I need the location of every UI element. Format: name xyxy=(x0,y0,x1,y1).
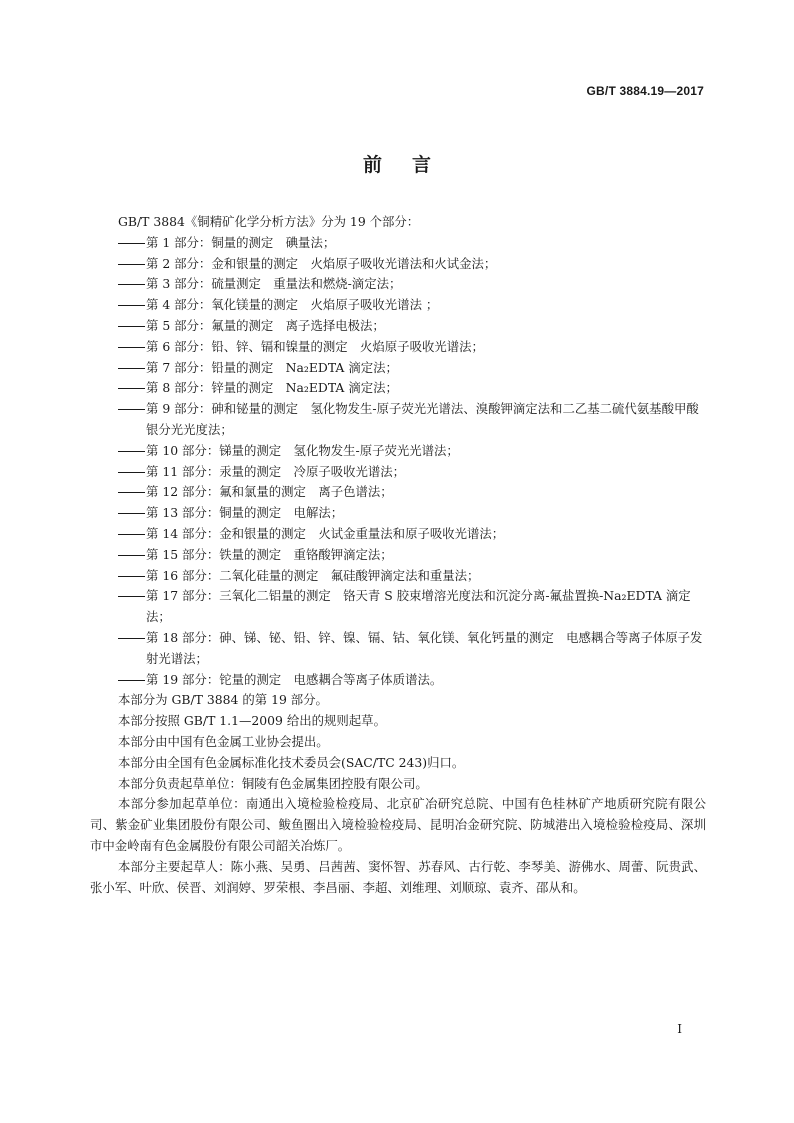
list-item: 第 13 部分：铜量的测定 电解法； xyxy=(90,503,706,524)
list-item: 第 6 部分：铅、锌、镉和镍量的测定 火焰原子吸收光谱法； xyxy=(90,337,706,358)
dash-mark xyxy=(118,243,145,244)
dash-mark xyxy=(118,368,145,369)
dash-mark xyxy=(118,513,145,514)
list-item: 第 14 部分：金和银量的测定 火试金重量法和原子吸收光谱法； xyxy=(90,524,706,545)
list-item: 第 15 部分：铁量的测定 重铬酸钾滴定法； xyxy=(90,545,706,566)
list-item: 第 8 部分：锌量的测定 Na₂EDTA 滴定法； xyxy=(90,378,706,399)
list-item: 第 12 部分：氟和氯量的测定 离子色谱法； xyxy=(90,482,706,503)
list-item: 第 7 部分：铅量的测定 Na₂EDTA 滴定法； xyxy=(90,358,706,379)
list-item: 第 10 部分：锑量的测定 氢化物发生-原子荧光光谱法； xyxy=(90,441,706,462)
list-item: 第 1 部分：铜量的测定 碘量法； xyxy=(90,233,706,254)
statement-proposer: 本部分由中国有色金属工业协会提出。 xyxy=(118,733,329,749)
dash-mark xyxy=(118,555,145,556)
dash-mark xyxy=(118,576,145,577)
intro-line: GB/T 3884《铜精矿化学分析方法》分为 19 个部分： xyxy=(118,214,420,229)
statement-lead-drafter: 本部分负责起草单位：铜陵有色金属集团控股有限公司。 xyxy=(118,775,428,791)
dash-mark xyxy=(118,264,145,265)
list-item: 第 4 部分：氧化镁量的测定 火焰原子吸收光谱法 ； xyxy=(90,295,706,316)
statement-committee: 本部分由全国有色金属标准化技术委员会(SAC/TC 243)归口。 xyxy=(118,754,465,770)
statements xyxy=(90,690,706,898)
dash-mark xyxy=(118,596,145,597)
list-item: 第 9 部分：砷和铋量的测定 氢化物发生-原子荧光光谱法、溴酸钾滴定法和二乙基二硫代氨基酸甲酸银分光光度法； xyxy=(90,399,706,441)
document-body xyxy=(90,212,706,898)
list-item: 第 5 部分：氟量的测定 离子选择电极法； xyxy=(90,316,706,337)
dash-mark xyxy=(118,326,145,327)
list-item: 第 2 部分：金和银量的测定 火焰原子吸收光谱法和火试金法； xyxy=(90,254,706,275)
page-number: I xyxy=(677,1022,682,1036)
dash-mark xyxy=(118,638,145,639)
list-item: 第 18 部分：砷、锑、铋、铅、锌、镍、镉、钴、氧化镁、氧化钙量的测定 电感耦合等离子体原子发射光谱法； xyxy=(90,628,706,670)
standard-number: GB/T 3884.19—2017 xyxy=(586,84,704,98)
dash-mark xyxy=(118,409,145,410)
list-item: 第 3 部分：硫量测定 重量法和燃烧-滴定法； xyxy=(90,274,706,295)
parts-list xyxy=(90,233,706,691)
dash-mark xyxy=(118,305,145,306)
list-item: 第 11 部分：汞量的测定 冷原子吸收光谱法； xyxy=(90,462,706,483)
list-item: 第 16 部分：二氧化硅量的测定 氟硅酸钾滴定法和重量法； xyxy=(90,566,706,587)
statement-participating-units: 本部分参加起草单位：南通出入境检验检疫局、北京矿冶研究总院、中国有色桂林矿产地质研究院有限公司、紫金矿业集团股份有限公司、鲅鱼圈出入境检验检疫局、昆明冶金研究院、防城港出入境检验检疫局、深圳市中金岭南有色金属股份有限公司韶关冶炼厂。 xyxy=(90,796,706,853)
statement-drafting-rules: 本部分按照 GB/T 1.1—2009 给出的规则起草。 xyxy=(118,713,386,729)
list-item: 第 19 部分：铊量的测定 电感耦合等离子体质谱法。 xyxy=(90,670,706,691)
dash-mark xyxy=(118,492,145,493)
dash-mark xyxy=(118,680,145,681)
page-title: 前言 xyxy=(362,154,461,176)
statement-main-drafters: 本部分主要起草人：陈小燕、吴勇、吕茜茜、窦怀智、苏春风、古行乾、李琴美、游佛水、周蕾、阮贵武、张小军、叶欣、侯晋、刘润婷、罗荣根、李昌丽、李超、刘维理、刘顺琼、袁齐、邵从和。 xyxy=(90,858,706,895)
dash-mark xyxy=(118,472,145,473)
statement-part-number: 本部分为 GB/T 3884 的第 19 部分。 xyxy=(118,692,328,708)
list-item: 第 17 部分：三氧化二铝量的测定 铬天青 S 胶束增溶光度法和沉淀分离-氟盐置换-Na₂EDTA 滴定法； xyxy=(90,586,706,628)
dash-mark xyxy=(118,388,145,389)
dash-mark xyxy=(118,347,145,348)
dash-mark xyxy=(118,284,145,285)
dash-mark xyxy=(118,451,145,452)
dash-mark xyxy=(118,534,145,535)
